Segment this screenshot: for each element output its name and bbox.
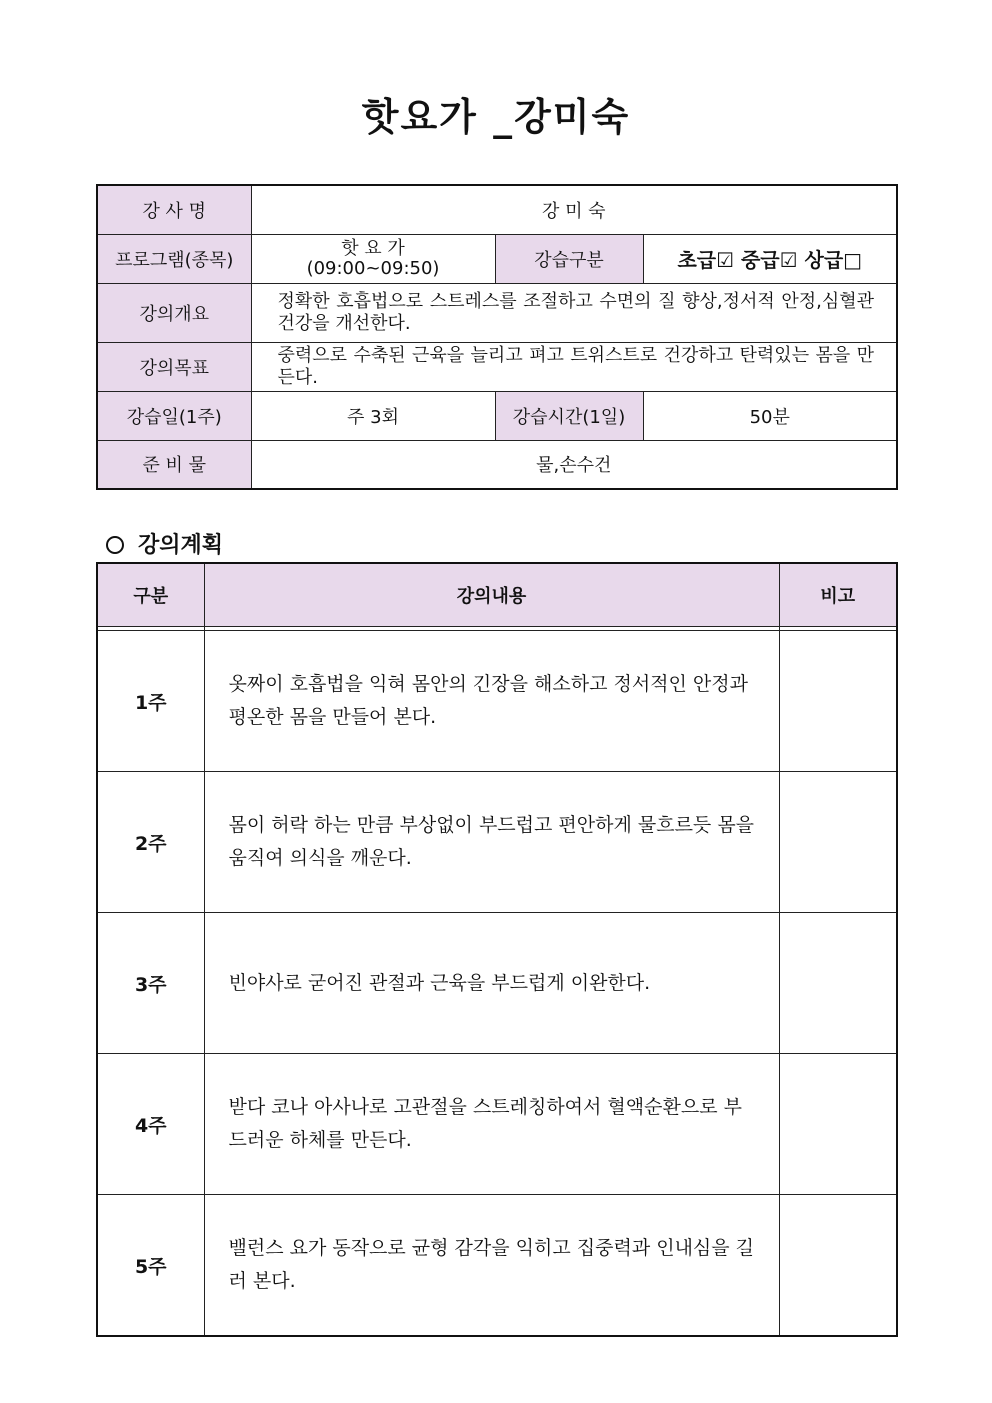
- lecture-plan-table: [96, 562, 898, 1337]
- program-label: 프로그램(종목): [97, 234, 251, 283]
- col-header-content: 강의내용: [204, 563, 779, 627]
- table-row: [97, 913, 897, 1054]
- note-cell: [779, 913, 897, 1054]
- week-cell: 5주: [97, 1195, 204, 1337]
- plan-header-row: [97, 563, 897, 627]
- goal-value: 중력으로 수축된 근육을 늘리고 펴고 트위스트로 건강하고 탄력있는 몸을 만든다.: [251, 342, 897, 391]
- week-cell: 4주: [97, 1054, 204, 1195]
- note-cell: [779, 631, 897, 772]
- supplies-label: 준 비 물: [97, 440, 251, 489]
- content-cell: 밸런스 요가 동작으로 균형 감각을 익히고 집중력과 인내심을 길러 본다.: [204, 1195, 779, 1337]
- week-cell: 2주: [97, 772, 204, 913]
- note-cell: [779, 1195, 897, 1337]
- content-cell: 빈야사로 굳어진 관절과 근육을 부드럽게 이완한다.: [204, 913, 779, 1054]
- section-heading-text: 강의계획: [138, 533, 224, 558]
- section-heading: [106, 528, 223, 559]
- note-cell: [779, 1054, 897, 1195]
- content-cell: 옷짜이 호흡법을 익혀 몸안의 긴장을 해소하고 정서적인 안정과 평온한 몸을 만들어 본다.: [204, 631, 779, 772]
- supplies-value: 물,손수건: [251, 440, 897, 489]
- level-value: 초급☑ 중급☑ 상급□: [643, 234, 897, 283]
- level-label: 강습구분: [495, 234, 643, 283]
- overview-value: 정확한 호흡법으로 스트레스를 조절하고 수면의 질 향상,정서적 안정,심혈관 건강을 개선한다.: [251, 283, 897, 342]
- table-row: [97, 1054, 897, 1195]
- days-label: 강습일(1주): [97, 391, 251, 440]
- week-cell: 1주: [97, 631, 204, 772]
- note-cell: [779, 772, 897, 913]
- instructor-value: 강 미 숙: [251, 185, 897, 234]
- overview-label: 강의개요: [97, 283, 251, 342]
- program-name: 핫 요 가: [341, 237, 405, 259]
- instructor-label: 강 사 명: [97, 185, 251, 234]
- content-cell: 받다 코나 아사나로 고관절을 스트레칭하여서 혈액순환으로 부드러운 하체를 만든다.: [204, 1054, 779, 1195]
- col-header-week: 구분: [97, 563, 204, 627]
- table-row: [97, 1195, 897, 1337]
- course-info-table: [96, 184, 898, 490]
- circle-bullet-icon: [106, 536, 124, 554]
- page-title: 핫요가 _강미숙: [361, 95, 631, 139]
- table-row: [97, 772, 897, 913]
- goal-label: 강의목표: [97, 342, 251, 391]
- col-header-note: 비고: [779, 563, 897, 627]
- program-time: (09:00~09:50): [306, 257, 440, 279]
- hours-value: 50분: [643, 391, 897, 440]
- days-value: 주 3회: [251, 391, 495, 440]
- program-value: [251, 234, 495, 283]
- content-cell: 몸이 허락 하는 만큼 부상없이 부드럽고 편안하게 물흐르듯 몸을 움직여 의식을 깨운다.: [204, 772, 779, 913]
- week-cell: 3주: [97, 913, 204, 1054]
- table-row: [97, 631, 897, 772]
- hours-label: 강습시간(1일): [495, 391, 643, 440]
